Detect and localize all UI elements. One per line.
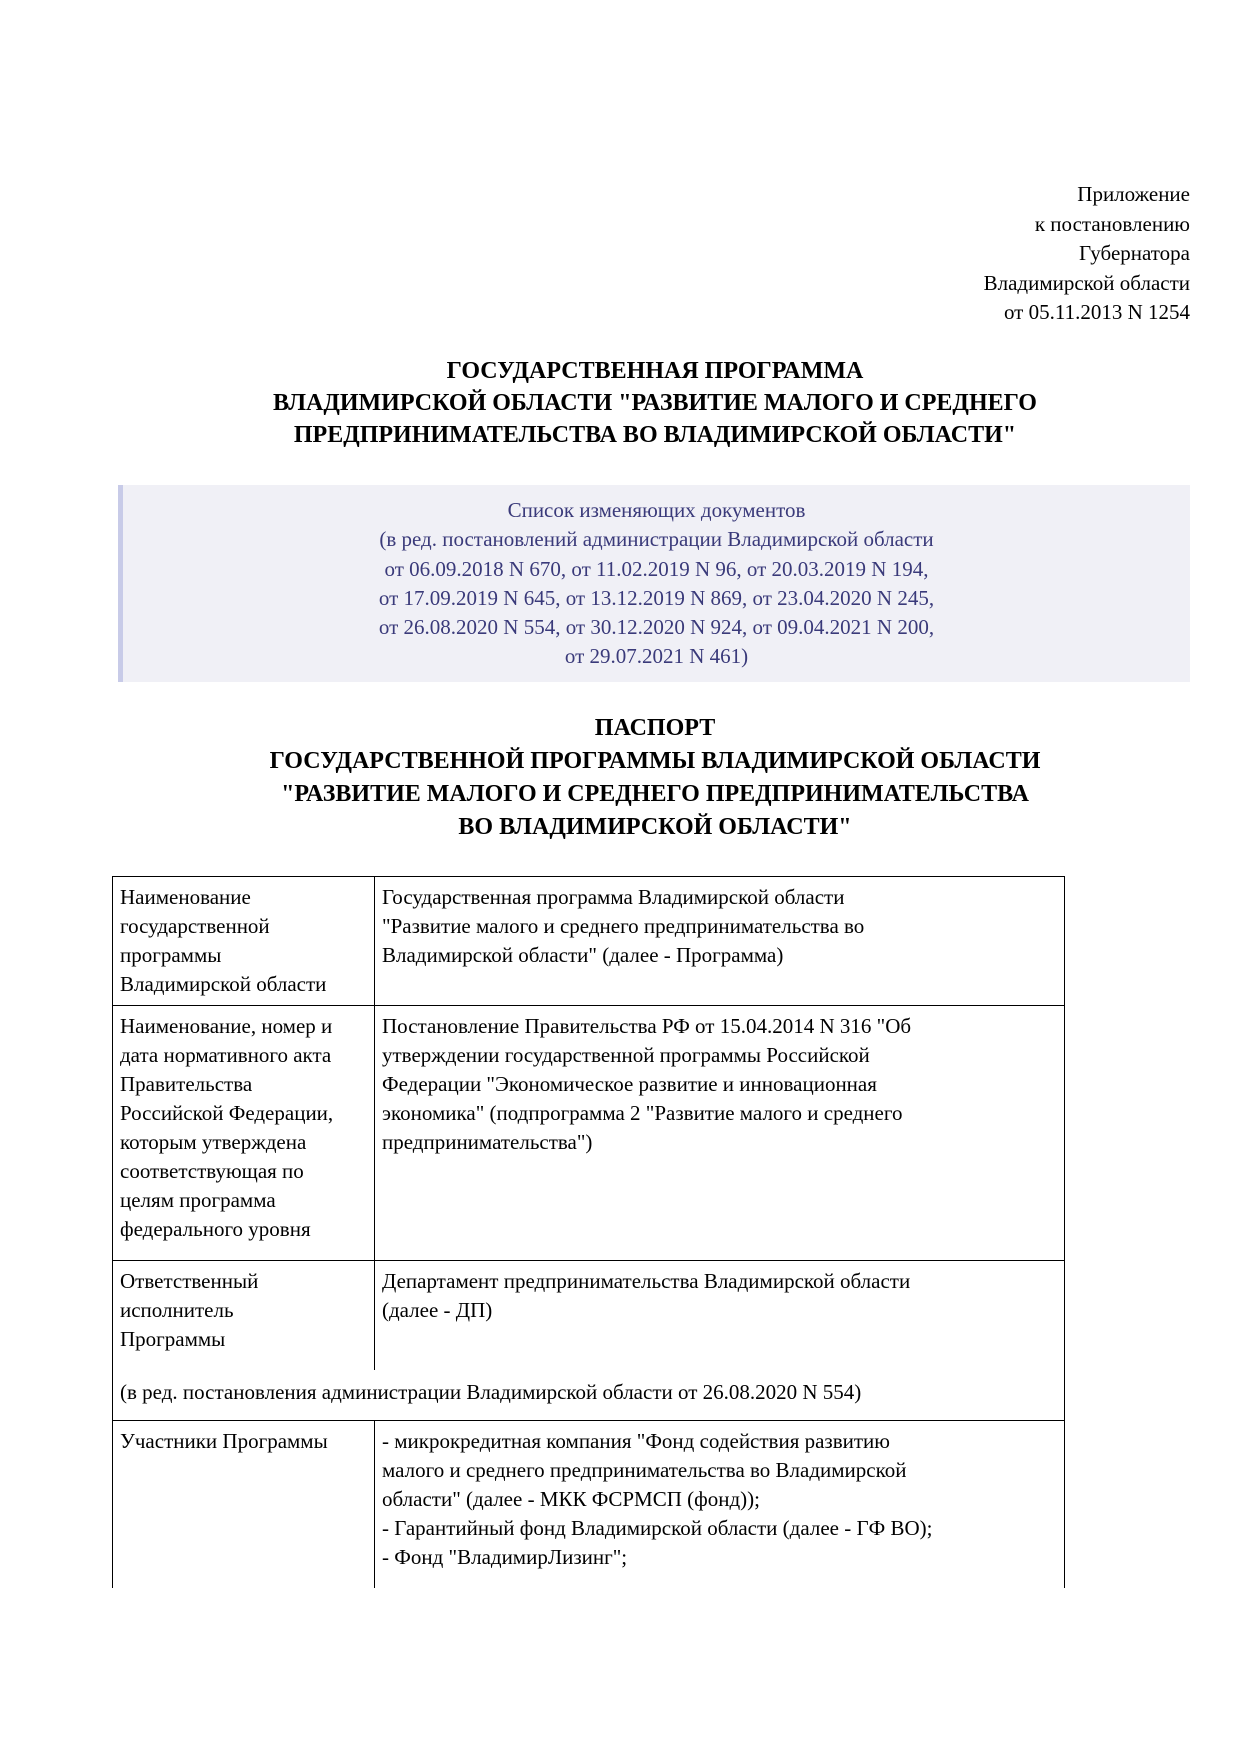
amendments-line: от 06.09.2018 N 670, от 11.02.2019 N 96, от 20.03.2019 N 194, [384, 556, 929, 581]
title-line: ВЛАДИМИРСКОЙ ОБЛАСТИ "РАЗВИТИЕ МАЛОГО И СРЕДНЕГО [273, 390, 1037, 416]
value-line: (далее - ДП) [382, 1298, 493, 1322]
amendments-line: от 26.08.2020 N 554, от 30.12.2020 N 924, от 09.04.2021 N 200, [378, 615, 935, 640]
row-label [113, 877, 375, 1006]
amendments-line: от 17.09.2019 N 645, от 13.12.2019 N 869, от 23.04.2020 N 245, [378, 585, 935, 610]
label-line: соответствующая по [120, 1159, 304, 1183]
amendments-box [118, 485, 1190, 682]
passport-table [112, 876, 1065, 1588]
value-line: экономика" (подпрограмма 2 "Развитие малого и среднего [382, 1101, 903, 1125]
label-line: Участники Программы [120, 1429, 328, 1453]
value-line: Постановление Правительства РФ от 15.04.2014 N 316 "Об [382, 1014, 912, 1038]
passport-line: "РАЗВИТИЕ МАЛОГО И СРЕДНЕГО ПРЕДПРИНИМАТЕЛЬСТВА [281, 781, 1029, 807]
value-line: - микрокредитная компания "Фонд содействия развитию [382, 1429, 890, 1453]
value-line: утверждении государственной программы Российской [382, 1043, 870, 1067]
appendix-line: Приложение [1077, 182, 1190, 206]
row-label [113, 1006, 375, 1261]
label-line: Наименование [120, 885, 251, 909]
document-title [0, 355, 1240, 451]
value-line: области" (далее - МКК ФСРМСП (фонд)); [382, 1487, 760, 1511]
table-row [113, 1261, 1065, 1370]
table-note-row [113, 1370, 1065, 1421]
appendix-header [984, 180, 1190, 328]
label-line: Наименование, номер и [120, 1014, 333, 1038]
table-row [113, 1421, 1065, 1588]
table-row [113, 1006, 1065, 1261]
appendix-line: Владимирской области [983, 270, 1190, 295]
value-line: Федерации "Экономическое развитие и инновационная [382, 1072, 877, 1096]
label-line: исполнитель [120, 1298, 234, 1322]
label-line: программы [120, 943, 222, 967]
title-line: ГОСУДАРСТВЕННАЯ ПРОГРАММА [446, 358, 864, 384]
label-line: Владимирской области [120, 972, 327, 996]
amendments-line: (в ред. постановлений администрации Владимирской области [379, 527, 934, 552]
row-value [375, 1421, 1065, 1588]
label-line: Ответственный [120, 1269, 259, 1293]
value-line: "Развитие малого и среднего предпринимательства во [382, 914, 865, 938]
row-value [375, 1261, 1065, 1370]
passport-line: ГОСУДАРСТВЕННОЙ ПРОГРАММЫ ВЛАДИМИРСКОЙ ОБЛАСТИ [269, 748, 1041, 774]
label-line: государственной [120, 914, 270, 938]
table-row [113, 877, 1065, 1006]
label-line: Правительства [120, 1072, 253, 1096]
amendments-line: Список изменяющих документов [507, 498, 806, 522]
title-line: ПРЕДПРИНИМАТЕЛЬСТВА ВО ВЛАДИМИРСКОЙ ОБЛАСТИ" [293, 422, 1017, 448]
appendix-line: Губернатора [1078, 241, 1190, 265]
value-line: малого и среднего предпринимательства во Владимирской [382, 1458, 907, 1482]
label-line: Российской Федерации, [120, 1101, 334, 1125]
row-value [375, 1006, 1065, 1261]
row-value [375, 877, 1065, 1006]
label-line: которым утверждена [120, 1130, 307, 1154]
value-line: - Фонд "ВладимирЛизинг"; [382, 1545, 628, 1569]
value-line: предпринимательства") [382, 1130, 593, 1154]
label-line: дата нормативного акта [120, 1043, 332, 1067]
appendix-line: от 05.11.2013 N 1254 [1003, 300, 1190, 324]
label-line: федерального уровня [120, 1217, 311, 1241]
value-line: Государственная программа Владимирской области [382, 885, 845, 909]
passport-line: ПАСПОРТ [594, 715, 716, 741]
row-label [113, 1421, 375, 1588]
value-line: Владимирской области" (далее - Программа) [382, 943, 784, 967]
label-line: целям программа [120, 1188, 276, 1212]
amendments-line: от 29.07.2021 N 461) [564, 644, 749, 669]
passport-line: ВО ВЛАДИМИРСКОЙ ОБЛАСТИ" [458, 814, 852, 840]
value-line: Департамент предпринимательства Владимирской области [382, 1269, 911, 1293]
row-label [113, 1261, 375, 1370]
value-line: - Гарантийный фонд Владимирской области (далее - ГФ ВО); [382, 1516, 933, 1540]
label-line: Программы [120, 1327, 226, 1351]
appendix-line: к постановлению [1034, 211, 1190, 236]
amendment-note: (в ред. постановления администрации Владимирской области от 26.08.2020 N 554) [113, 1370, 1065, 1421]
passport-title [0, 712, 1240, 844]
